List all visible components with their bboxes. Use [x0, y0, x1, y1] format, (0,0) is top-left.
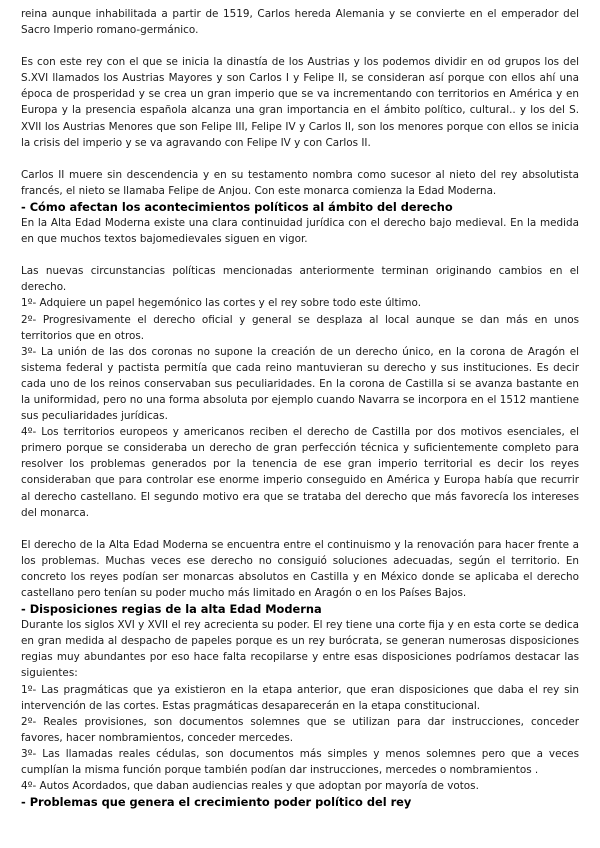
list-item-2-derecho-oficial: 2º- Progresivamente el derecho oficial y general se desplaza al local aunque se dan más en unos territorios que en otros.: [21, 313, 579, 342]
list-item-3-union-coronas: 3º- La unión de las dos coronas no supone la creación de un derecho único, en la corona de Aragón el sistema federal y pactista permitía que cada reino mantuvieran su derecho y sus instituciones. Es decir cada uno de los reinos conservaban sus peculiaridades. En la corona de Castilla si se avanza bastante en la uniformidad, pero no una forma absoluta por ejemplo cuando Navarra se incorpora en el 1512 mantiene sus peculiaridades jurídicas.: [21, 345, 579, 423]
list-item-1-pragmaticas: 1º- Las pragmáticas que ya existieron en la etapa anterior, que eran disposiciones que daba el rey sin intervención de las cortes. Estas pragmáticas desaparecerán en la etapa constitucional.: [21, 683, 579, 712]
paragraph-spacer: [21, 247, 579, 263]
section-heading-disposiciones-regias: - Disposiciones regias de la alta Edad Moderna: [21, 602, 322, 617]
section-heading-problemas-crecimiento: - Problemas que genera el crecimiento poder político del rey: [21, 795, 412, 810]
paragraph-nuevas-circunstancias: Las nuevas circunstancias políticas mencionadas anteriormente terminan originando cambios en el derecho.: [21, 265, 579, 294]
paragraph-spacer: [21, 521, 579, 537]
list-item-1-papel-hegemonico: 1º- Adquiere un papel hegemónico las cortes y el rey sobre todo este último.: [21, 297, 422, 310]
list-item-4-territorios-europeos: 4º- Los territorios europeos y americanos reciben el derecho de Castilla por dos motivos esenciales, el primero porque se consideraba un derecho de gran perfección técnica y suficientemente completo para resolver los problemas generados por la tenencia de ese gran imperio territorial es decir los reyes consideraban que para controlar ese enorme imperio conseguido en América y Europa había que recurrir al derecho castellano. El segundo motivo era que se trataba del derecho que más favorecía los intereses del monarca.: [21, 426, 579, 519]
list-item-4-autos-acordados: 4º- Autos Acordados, que daban audiencias reales y que adoptan por mayoría de votos.: [21, 780, 479, 793]
paragraph-continuismo-renovacion: El derecho de la Alta Edad Moderna se encuentra entre el continuismo y la renovación para hacer frente a los problemas. Muchas veces ese derecho no consiguió soluciones adecuadas, según el territorio. En concreto los reyes podían ser monarcas absolutos en Castilla y en México donde se aplicaba el derecho castellano pero tenían su poder mucho más limitado en Aragón o en los Países Bajos.: [21, 538, 579, 599]
list-item-2-reales-provisiones: 2º- Reales provisiones, son documentos solemnes que se utilizan para dar instrucciones, conceder favores, hacer nombramientos, conceder mercedes.: [21, 715, 579, 744]
paragraph-spacer: [21, 151, 579, 167]
paragraph-dinastia-austrias: Es con este rey con el que se inicia la dinastía de los Austrias y los podemos dividir en od grupos los del S.XVI llamados los Austrias Mayores y son Carlos I y Felipe II, se consideran así porque con ellos ahí una época de prosperidad y se crea un gran imperio que se va incrementando con territorios en América y en Europa y la presencia española alcanza una gran importancia en el ámbito político, cultural.. y los del S. XVII los Austrias Menores que son Felipe III, Felipe IV y Carlos II, son los menores porque con ellos se inicia la crisis del imperio y se va agravando con Felipe IV y con Carlos II.: [21, 56, 579, 149]
paragraph-carlos-hereda-alemania: reina aunque inhabilitada a partir de 1519, Carlos hereda Alemania y se convierte en el emperador del Sacro Imperio romano-germánico.: [21, 8, 579, 37]
list-item-3-reales-cedulas: 3º- Las llamadas reales cédulas, son documentos más simples y menos solemnes pero que a veces cumplían la misma función porque también podían dar instrucciones, mercedes o nombramientos .: [21, 747, 579, 777]
paragraph-spacer: [21, 38, 579, 54]
section-heading-acontecimientos-politicos: - Cómo afectan los acontecimientos políticos al ámbito del derecho: [21, 199, 453, 214]
paragraph-continuidad-juridica: En la Alta Edad Moderna existe una clara continuidad jurídica con el derecho bajo medieval. En la medida en que muchos textos bajomedievales siguen en vigor.: [21, 217, 579, 246]
paragraph-carlos-ii-muere: Carlos II muere sin descendencia y en su testamento nombra como sucesor al nieto del rey absolutista francés, el nieto se llamaba Felipe de Anjou. Con este monarca comienza la Edad Moderna.: [21, 168, 579, 197]
paragraph-rey-acrecienta-poder: Durante los siglos XVI y XVII el rey acrecienta su poder. El rey tiene una corte fija y en esta corte se dedica en gran medida al despacho de papeles porque es un rey burócrata, se generan numerosas disposiciones regias muy abundantes por eso hace falta recopilarse y entre esas disposiciones podríamos destacar las siguientes:: [21, 619, 579, 680]
